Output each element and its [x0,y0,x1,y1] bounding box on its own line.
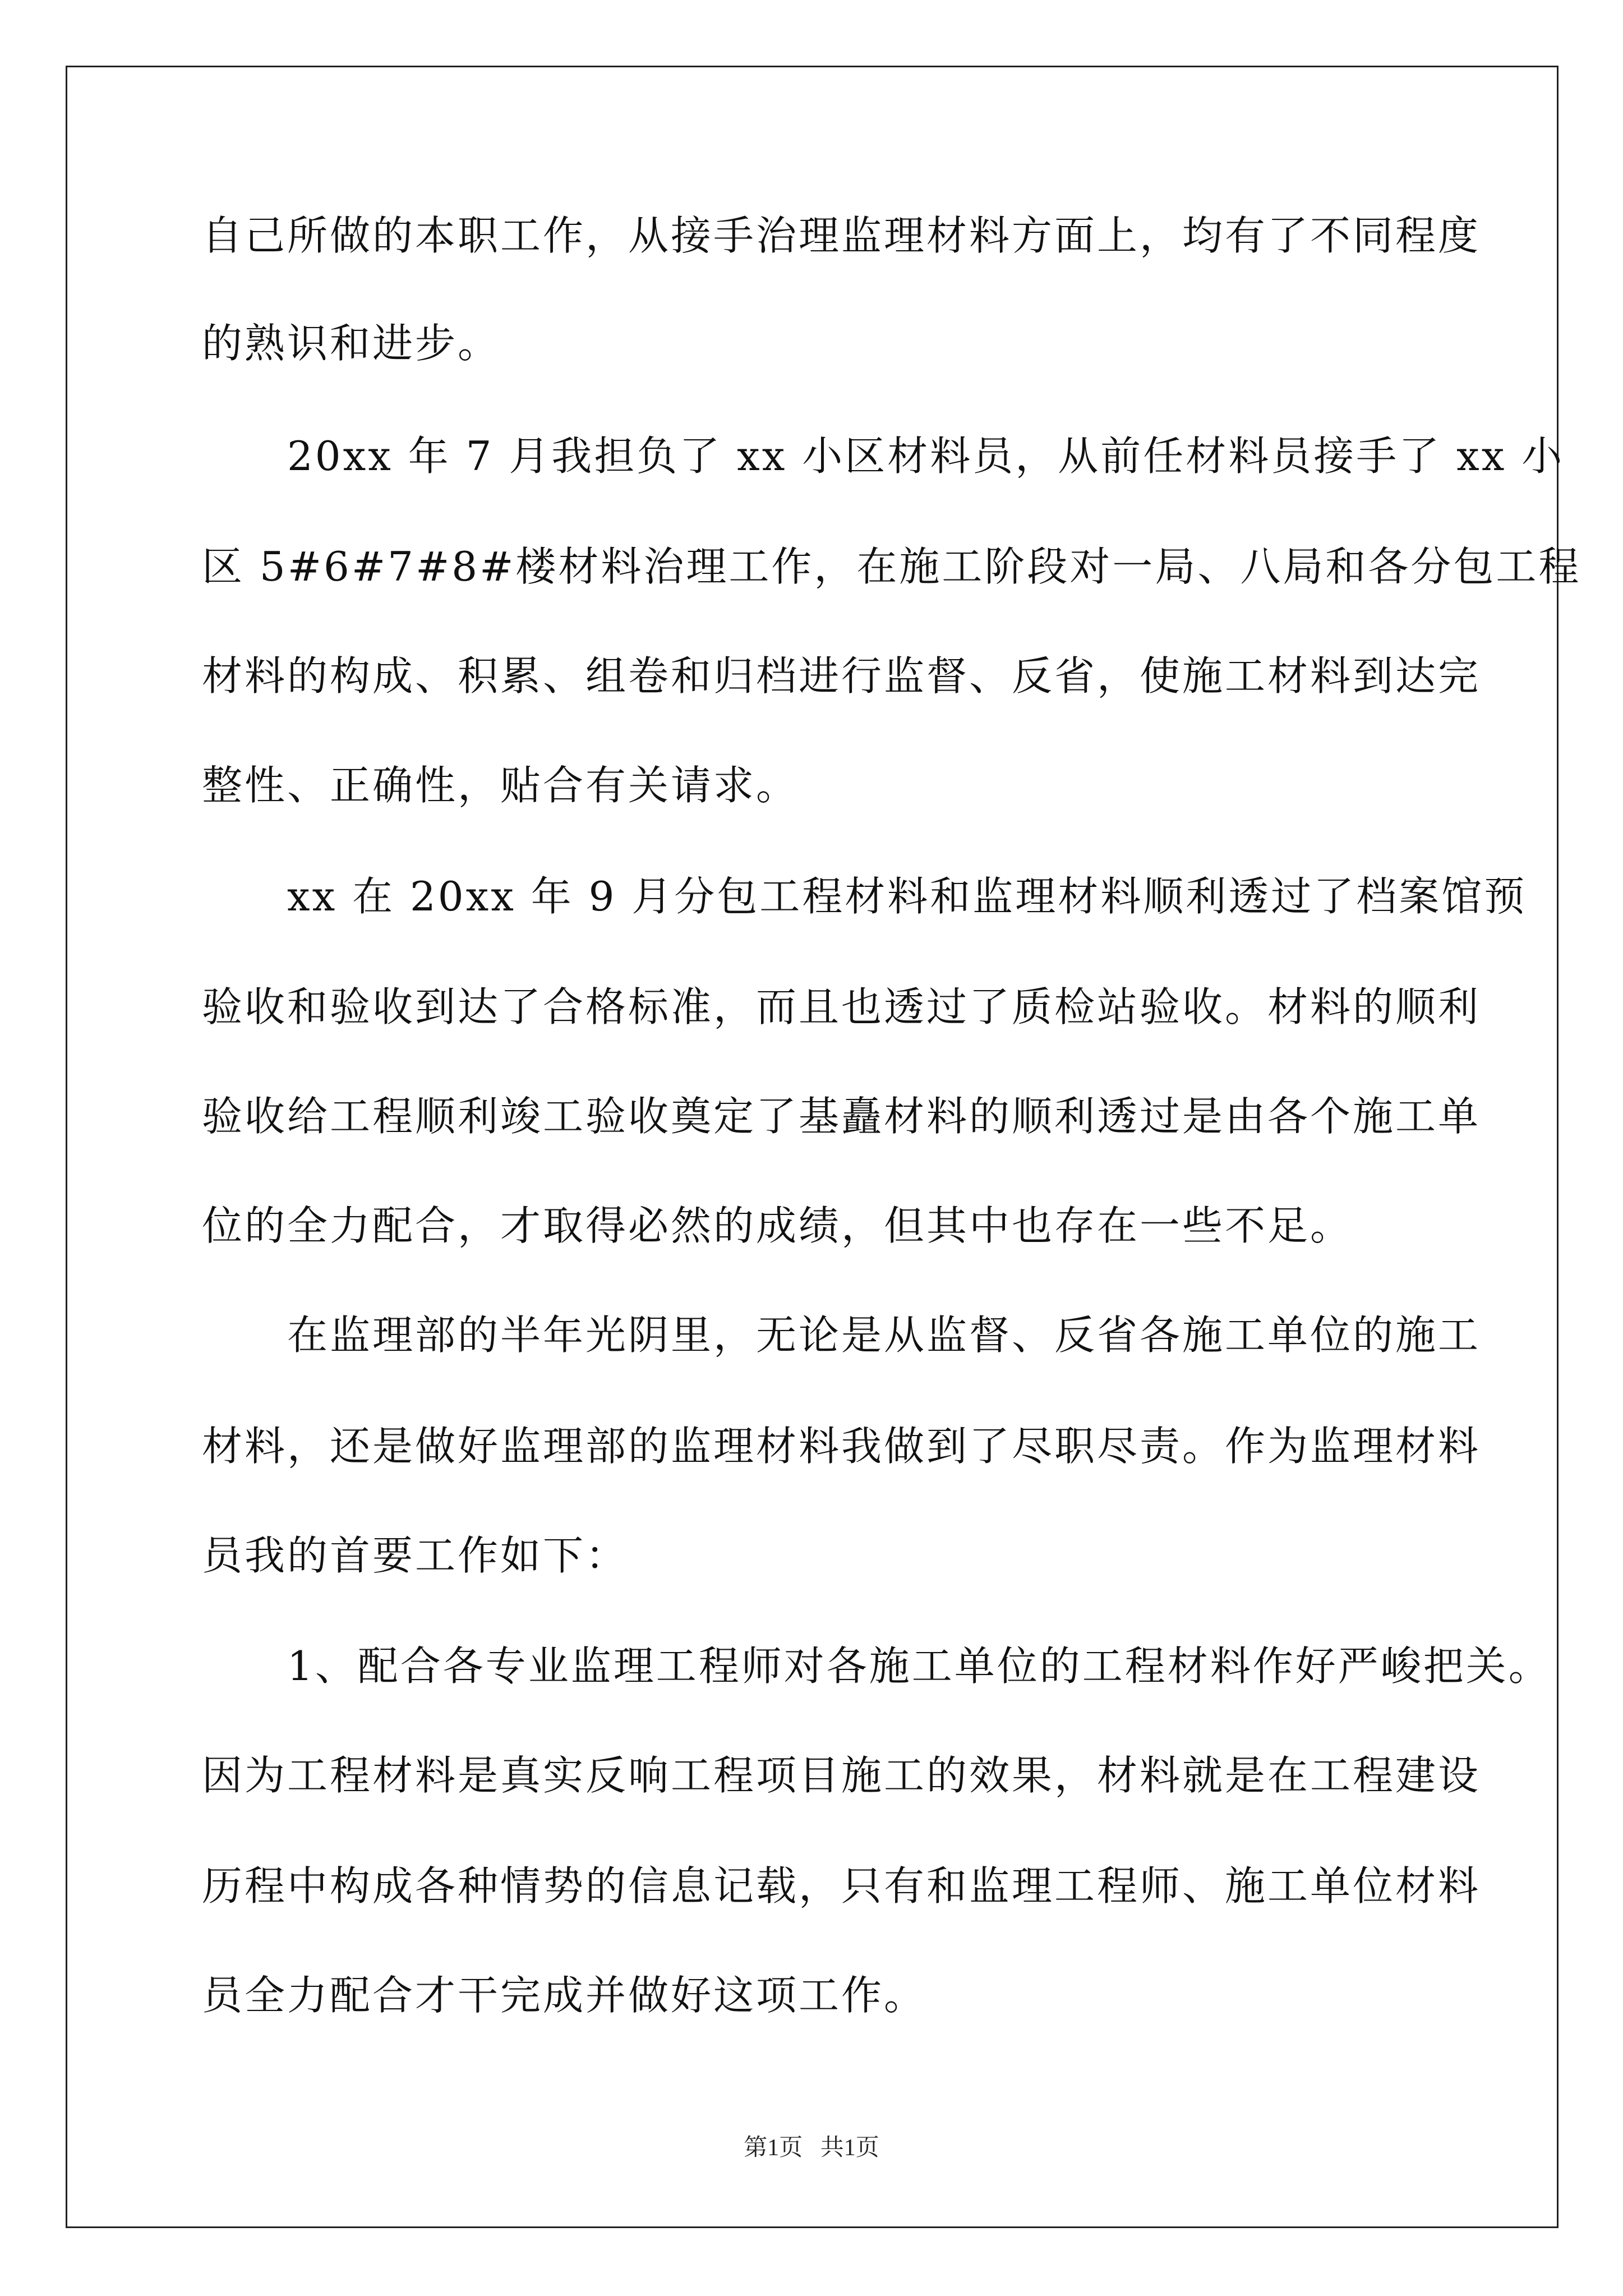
text-line: 材料，还是做好监理部的监理材料我做到了尽职尽责。作为监理材料 [202,1423,1481,1470]
text-line: 员全力配合才干完成并做好这项工作。 [202,1972,927,2019]
text-line: 位的全力配合，才取得必然的成绩，但其中也存在一些不足。 [202,1202,1353,1249]
text-line: 整性、正确性，贴合有关请求。 [202,762,799,809]
text-line: 验收给工程顺利竣工验收奠定了基矗材料的顺利透过是由各个施工单 [202,1093,1481,1140]
text-line: 员我的首要工作如下： [202,1532,629,1579]
text-line: 区 5#6#7#8#楼材料治理工作，在施工阶段对一局、八局和各分包工程 [202,543,1581,590]
text-line: 历程中构成各种情势的信息记载，只有和监理工程师、施工单位材料 [202,1862,1481,1910]
text-line: 20xx 年 7 月我担负了 xx 小区材料员，从前任材料员接手了 xx 小 [202,432,1565,480]
text-line: 自己所做的本职工作，从接手治理监理材料方面上，均有了不同程度 [202,212,1481,259]
text-line: 1、配合各专业监理工程师对各施工单位的工程材料作好严峻把关。 [202,1642,1551,1690]
text-line: 在监理部的半年光阴里，无论是从监督、反省各施工单位的施工 [202,1312,1481,1359]
text-line: 因为工程材料是真实反响工程项目施工的效果，材料就是在工程建设 [202,1752,1481,1799]
text-line: 的熟识和进步。 [202,320,501,367]
text-line: 材料的构成、积累、组卷和归档进行监督、反省，使施工材料到达完 [202,652,1481,700]
text-line: xx 在 20xx 年 9 月分包工程材料和监理材料顺利透过了档案馆预 [202,873,1527,920]
page-number-footer: 第1页 共1页 [744,2135,879,2161]
text-line: 验收和验收到达了合格标准，而且也透过了质检站验收。材料的顺利 [202,983,1481,1030]
